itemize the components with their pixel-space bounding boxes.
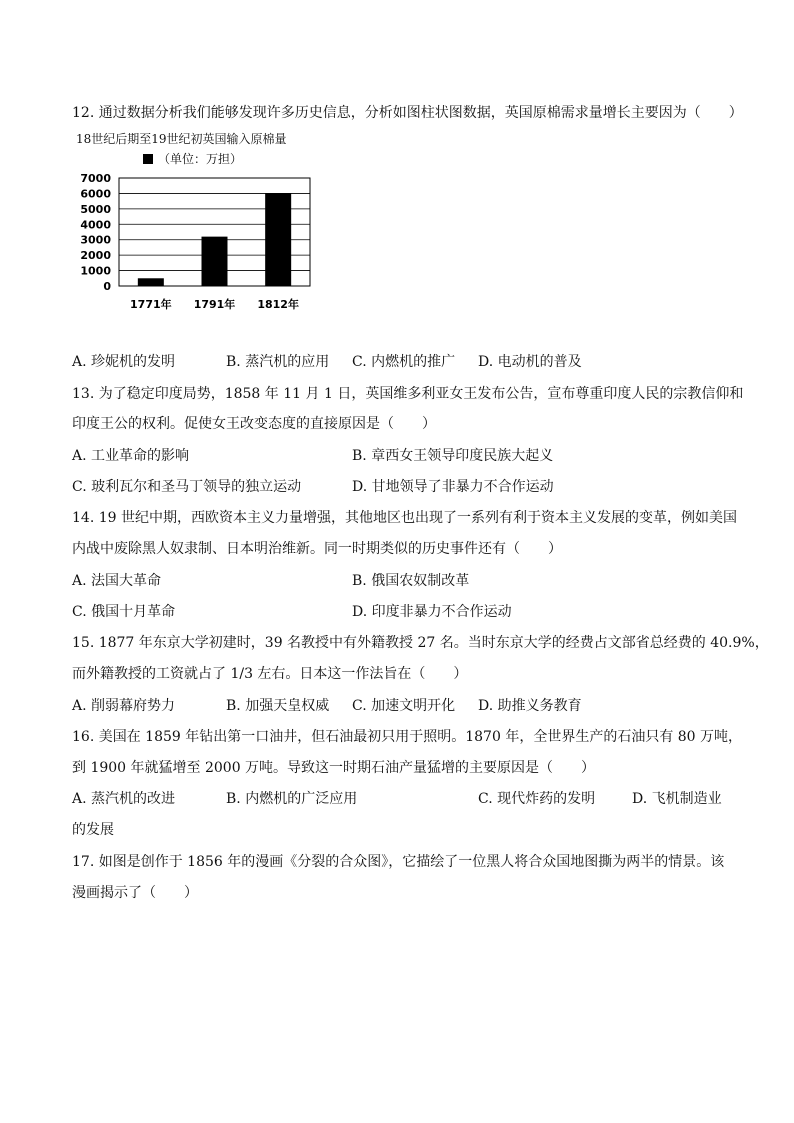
q16-option-c[interactable]: C. 现代炸药的发明 — [478, 791, 596, 807]
q13-option-c[interactable]: C. 玻利瓦尔和圣马丁领导的独立运动 — [72, 479, 302, 495]
y-tick-label: 4000 — [80, 218, 111, 232]
y-tick-label: 1000 — [80, 264, 111, 278]
legend-swatch — [143, 154, 153, 164]
q13-option-b[interactable]: B. 章西女王领导印度民族大起义 — [352, 448, 554, 464]
q17-stem-line1: 17. 如图是创作于 1856 年的漫画《分裂的合众图》，它描绘了一位黑人将合众国地图撕为两半的情景。该 — [72, 854, 725, 870]
q15-option-d[interactable]: D. 助推义务教育 — [478, 698, 582, 714]
q14-option-c[interactable]: C. 俄国十月革命 — [72, 604, 176, 620]
q16-option-d-continued: 的发展 — [72, 822, 114, 838]
q12-option-c[interactable]: C. 内燃机的推广 — [352, 354, 456, 370]
q15-stem-line2: 而外籍教授的工资就占了 1/3 左右。日本这一作法旨在（ ） — [72, 666, 468, 682]
q17-stem-line2: 漫画揭示了（ ） — [72, 885, 198, 901]
q14-option-b[interactable]: B. 俄国农奴制改革 — [352, 573, 470, 589]
chart-title: 18世纪后期至19世纪初英国输入原棉量 — [76, 132, 287, 146]
bar-chart — [70, 168, 330, 318]
q14-option-a[interactable]: A. 法国大革命 — [72, 573, 162, 589]
q14-stem-line2: 内战中废除黑人奴隶制、日本明治维新。同一时期类似的历史事件还有（ ） — [72, 541, 562, 557]
q13-option-d[interactable]: D. 甘地领导了非暴力不合作运动 — [352, 479, 554, 495]
q12-option-a[interactable]: A. 珍妮机的发明 — [72, 354, 176, 370]
chart-legend — [143, 150, 242, 167]
y-tick-label: 2000 — [80, 249, 111, 263]
y-tick-label: 6000 — [80, 187, 111, 201]
q12-stem: 12. 通过数据分析我们能够发现许多历史信息，分析如图柱状图数据，英国原棉需求量增长主要因为（ ） — [72, 105, 743, 121]
q12-option-d[interactable]: D. 电动机的普及 — [478, 354, 582, 370]
q13-option-a[interactable]: A. 工业革命的影响 — [72, 448, 190, 464]
q15-option-c[interactable]: C. 加速文明开化 — [352, 698, 456, 714]
q13-stem-line1: 13. 为了稳定印度局势，1858 年 11 月 1 日，英国维多利亚女王发布公告，宣布尊重印度人民的宗教信仰和 — [72, 386, 744, 402]
q14-option-d[interactable]: D. 印度非暴力不合作运动 — [352, 604, 512, 620]
q12-option-b[interactable]: B. 蒸汽机的应用 — [226, 354, 330, 370]
q16-option-d[interactable]: D. 飞机制造业 — [632, 791, 722, 807]
y-tick-label: 7000 — [80, 172, 111, 185]
bar-2 — [202, 237, 228, 286]
q15-option-a[interactable]: A. 削弱幕府势力 — [72, 698, 176, 714]
q15-stem-line1: 15. 1877 年东京大学初建时，39 名教授中有外籍教授 27 名。当时东京大学的经费占文部省总经费的 40.9%， — [72, 635, 769, 651]
y-tick-label: 0 — [103, 280, 111, 293]
q16-stem-line1: 16. 美国在 1859 年钻出第一口油井，但石油最初只用于照明。1870 年，全世界生产的石油只有 80 万吨， — [72, 729, 743, 745]
x-tick-label: 1791年 — [193, 298, 236, 311]
q13-stem-line2: 印度王公的权利。促使女王改变态度的直接原因是（ ） — [72, 416, 436, 432]
bar-1 — [138, 278, 164, 286]
x-tick-label: 1771年 — [130, 298, 172, 311]
q14-stem-line1: 14. 19 世纪中期，西欧资本主义力量增强，其他地区也出现了一系列有利于资本主义发展的变革，例如美国 — [72, 510, 737, 526]
bar-3 — [265, 193, 291, 286]
x-tick-label: 1812年 — [257, 298, 299, 311]
q15-option-b[interactable]: B. 加强天皇权威 — [226, 698, 330, 714]
q16-option-a[interactable]: A. 蒸汽机的改进 — [72, 791, 176, 807]
q16-stem-line2: 到 1900 年就猛增至 2000 万吨。导致这一时期石油产量猛增的主要原因是（ ） — [72, 760, 596, 776]
y-tick-label: 3000 — [80, 233, 111, 247]
y-tick-label: 5000 — [80, 202, 111, 216]
legend-label: （单位：万担） — [158, 152, 243, 166]
q16-option-b[interactable]: B. 内燃机的广泛应用 — [226, 791, 358, 807]
